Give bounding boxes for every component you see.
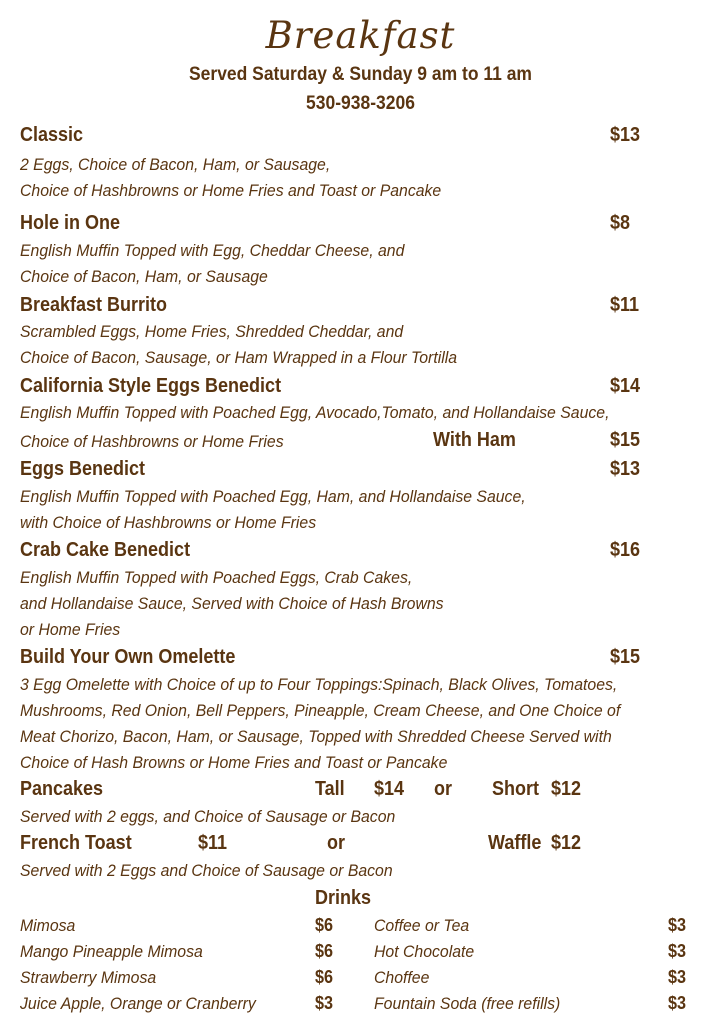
- option-label: With Ham: [433, 429, 516, 451]
- item-description: Mushrooms, Red Onion, Bell Peppers, Pineapple, Cream Cheese, and One Choice of: [20, 701, 621, 720]
- drink-name: Mango Pineapple Mimosa: [20, 942, 203, 961]
- drink-name: Mimosa: [20, 916, 76, 935]
- drink-name: Strawberry Mimosa: [20, 968, 157, 987]
- item-description: Choice of Hash Browns or Home Fries and Toast or Pancake: [20, 753, 448, 772]
- item-name: California Style Eggs Benedict: [20, 375, 282, 397]
- item-price: $11: [198, 832, 228, 854]
- item-description: Scrambled Eggs, Home Fries, Shredded Cheddar, and: [20, 322, 404, 341]
- drink-price: $6: [315, 915, 334, 935]
- option-price: $15: [610, 429, 641, 451]
- drink-name: Hot Chocolate: [374, 942, 475, 961]
- item-description: English Muffin Topped with Poached Eggs, Crab Cakes,: [20, 568, 413, 587]
- item-price: $14: [610, 375, 641, 397]
- item-description: 3 Egg Omelette with Choice of up to Four Toppings:Spinach, Black Olives, Tomatoes,: [20, 675, 618, 694]
- item-description: and Hollandaise Sauce, Served with Choice of Hash Browns: [20, 594, 444, 613]
- item-description: Choice of Bacon, Ham, or Sausage: [20, 267, 268, 286]
- price-tall: $14: [374, 778, 405, 800]
- drink-price: $3: [668, 915, 687, 935]
- item-description: Meat Chorizo, Bacon, Ham, or Sausage, Topped with Shredded Cheese Served with: [20, 727, 612, 746]
- item-description: English Muffin Topped with Poached Egg, Ham, and Hollandaise Sauce,: [20, 487, 526, 506]
- item-name: Build Your Own Omelette: [20, 646, 236, 668]
- drink-name: Juice Apple, Orange or Cranberry: [20, 994, 256, 1013]
- item-name: Eggs Benedict: [20, 458, 146, 480]
- item-price: $8: [610, 212, 631, 234]
- item-price: $13: [610, 124, 641, 146]
- item-description: English Muffin Topped with Poached Egg, Avocado,Tomato, and Hollandaise Sauce,: [20, 403, 610, 422]
- item-description: Served with 2 Eggs and Choice of Sausage or Bacon: [20, 861, 393, 880]
- drink-price: $3: [315, 993, 334, 1013]
- item-description: English Muffin Topped with Egg, Cheddar Cheese, and: [20, 241, 405, 260]
- or-separator: or: [327, 832, 345, 854]
- item-description: or Home Fries: [20, 620, 121, 639]
- drink-price: $3: [668, 967, 687, 987]
- drink-name: Coffee or Tea: [374, 916, 470, 935]
- item-price: $16: [610, 539, 641, 561]
- item-name: Pancakes: [20, 778, 104, 800]
- size-label-short: Short: [492, 778, 539, 800]
- drink-name: Choffee: [374, 968, 430, 987]
- item-description: Choice of Bacon, Sausage, or Ham Wrapped in a Flour Tortilla: [20, 348, 458, 367]
- item-description: Choice of Hashbrowns or Home Fries and Toast or Pancake: [20, 181, 442, 200]
- drinks-heading: Drinks: [315, 887, 372, 909]
- item-description: Served with 2 eggs, and Choice of Sausage or Bacon: [20, 807, 396, 826]
- price-short: $12: [551, 778, 582, 800]
- serving-hours: Served Saturday & Sunday 9 am to 11 am: [189, 64, 532, 85]
- or-separator: or: [434, 778, 452, 800]
- drink-price: $3: [668, 993, 687, 1013]
- waffle-label: Waffle: [488, 832, 542, 854]
- menu-title: Breakfast: [265, 14, 456, 57]
- size-label-tall: Tall: [315, 778, 345, 800]
- drink-price: $3: [668, 941, 687, 961]
- item-name: French Toast: [20, 832, 132, 854]
- waffle-price: $12: [551, 832, 582, 854]
- item-name: Classic: [20, 124, 84, 146]
- item-description: 2 Eggs, Choice of Bacon, Ham, or Sausage,: [20, 155, 331, 174]
- drink-name: Fountain Soda (free refills): [374, 994, 561, 1013]
- item-description: with Choice of Hashbrowns or Home Fries: [20, 513, 317, 532]
- item-price: $15: [610, 646, 641, 668]
- item-price: $11: [610, 294, 640, 316]
- drink-price: $6: [315, 967, 334, 987]
- item-name: Breakfast Burrito: [20, 294, 168, 316]
- phone-number: 530-938-3206: [306, 93, 415, 114]
- item-description: Choice of Hashbrowns or Home Fries: [20, 432, 284, 451]
- drink-price: $6: [315, 941, 334, 961]
- item-price: $13: [610, 458, 641, 480]
- item-name: Hole in One: [20, 212, 121, 234]
- item-name: Crab Cake Benedict: [20, 539, 191, 561]
